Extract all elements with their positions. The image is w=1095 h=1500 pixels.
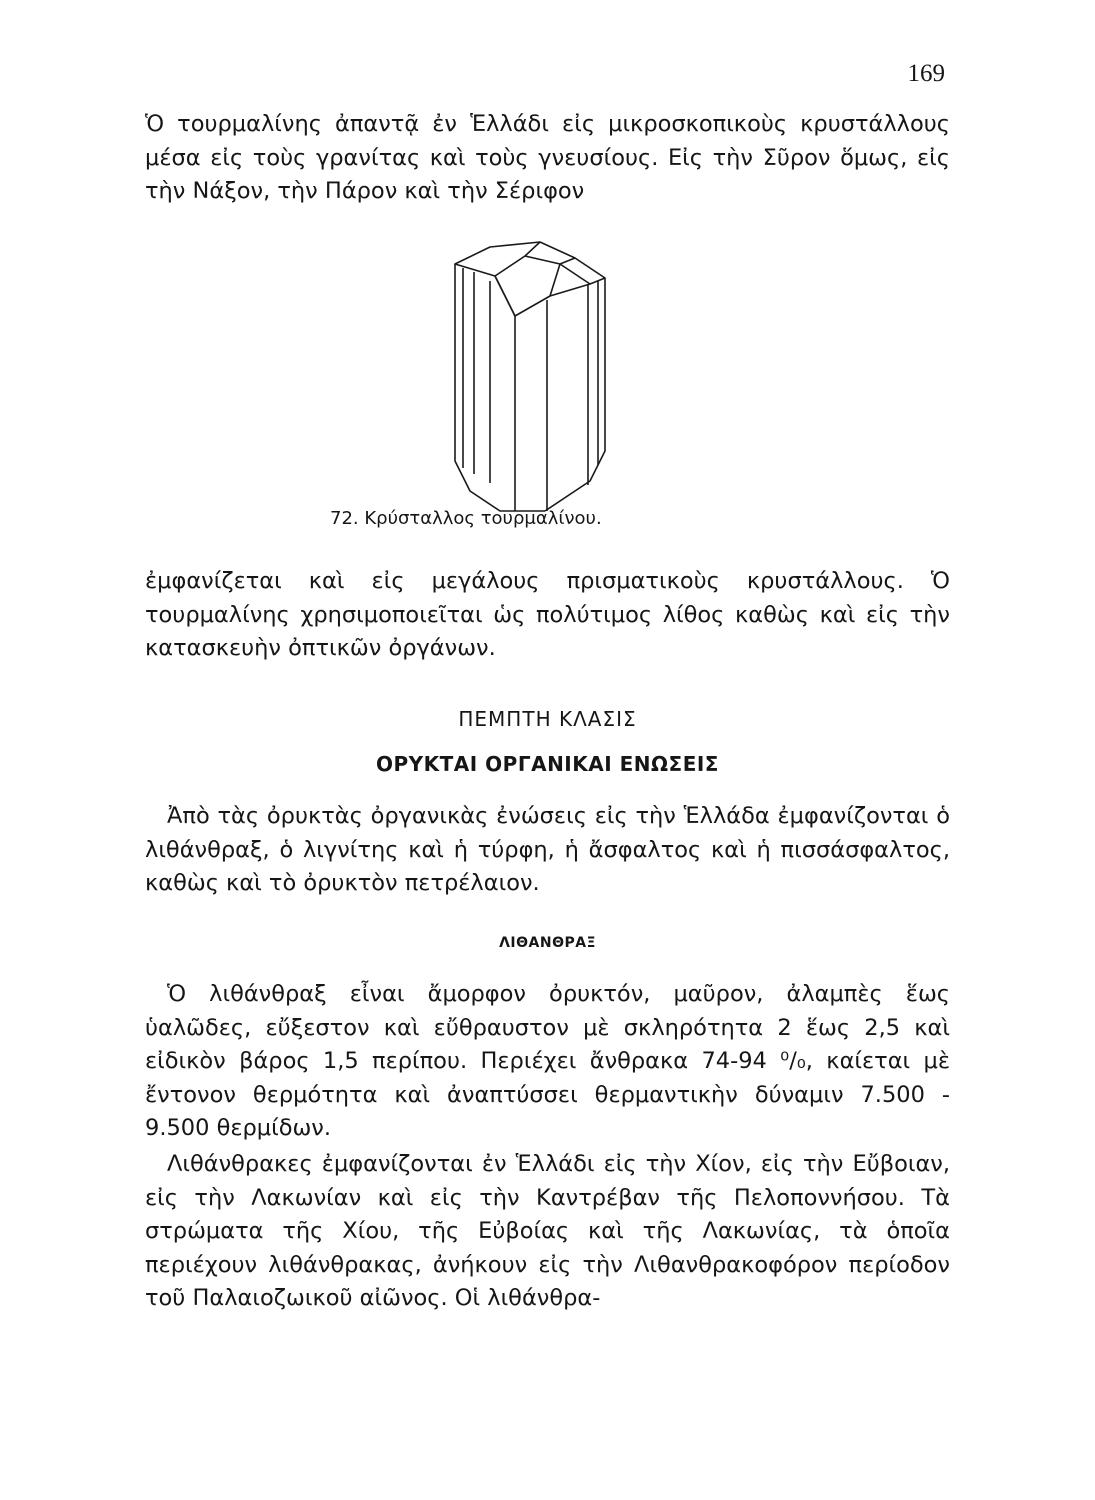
class-heading: ΠΕΜΠΤΗ ΚΛΑΣΙΣ bbox=[458, 707, 637, 731]
paragraph-organic-compounds: Ἀπὸ τὰς ὀρυκτὰς ὀργανικὰς ἐνώσεις εἰς τὴν Ἑλλάδα ἐμφανίζονται ὁ λιθάνθραξ, ὁ λιγνίτης καὶ ἡ τύρφη, ἡ ἄσφαλτος καὶ ἡ πισσάσφαλτος, καθὼς καὶ τὸ ὀρυκτὸν πετρέλαιον. bbox=[145, 803, 950, 896]
subsection-heading: ΛΙΘΑΝΘΡΑΞ bbox=[499, 935, 596, 951]
page-number: 169 bbox=[907, 60, 945, 87]
paragraph-tourmaline-uses: ἐμφανίζεται καὶ εἰς μεγάλους πρισματικοὺς κρυστάλλους. Ὁ τουρμαλίνης χρησιμοποιεῖται ὡς πολύτιμος λίθος καθὼς καὶ εἰς τὴν κατασκευὴν ὀπτικῶν ὀργάνων. bbox=[145, 568, 950, 661]
paragraph-tourmaline-occurrence: Ὁ τουρμαλίνης ἀπαντᾷ ἐν Ἑλλάδι εἰς μικροσκοπικοὺς κρυστάλλους μέσα εἰς τοὺς γρανίτας καὶ τοὺς γνευσίους. Εἰς τὴν Σῦρον ὅμως, εἰς τὴν Νάξον, τὴν Πάρον καὶ τὴν Σέριφον bbox=[145, 111, 950, 204]
section-heading: ΟΡΥΚΤΑΙ ΟΡΓΑΝΙΚΑΙ ΕΝΩΣΕΙΣ bbox=[376, 752, 719, 776]
paragraph-coal-properties: Ὁ λιθάνθραξ εἶναι ἄμορφον ὀρυκτόν, μαῦρον, ἀλαμπὲς ἕως ὑαλῶδες, εὔξεστον καὶ εὔθραυστον μὲ σκληρότητα 2 ἕως 2,5 καὶ εἰδικὸν βάρος 1,5 περίπου. Περιέχει ἄνθρακα 74-94 ⁰/₀, καίεται μὲ ἔντονον θερμότητα καὶ ἀναπτύσσει θερμαντικὴν δύναμιν 7.500 - 9.500 θερμίδων. bbox=[145, 981, 950, 1141]
tourmaline-crystal-figure bbox=[450, 236, 615, 518]
figure-caption: 72. Κρύσταλλος τουρμαλίνου. bbox=[330, 508, 602, 529]
paragraph-coal-locations: Λιθάνθρακες ἐμφανίζονται ἐν Ἑλλάδι εἰς τὴν Χίον, εἰς τὴν Εὔβοιαν, εἰς τὴν Λακωνίαν καὶ εἰς τὴν Καντρέβαν τῆς Πελοποννήσου. Τὰ στρώματα τῆς Χίου, τῆς Εὐβοίας καὶ τῆς Λακωνίας, τὰ ὁποῖα περιέχουν λιθάνθρακας, ἀνήκουν εἰς τὴν Λιθανθρακοφόρον περίοδον τοῦ Παλαιοζωικοῦ αἰῶνος. Οἱ λιθάνθρα- bbox=[145, 1151, 950, 1311]
